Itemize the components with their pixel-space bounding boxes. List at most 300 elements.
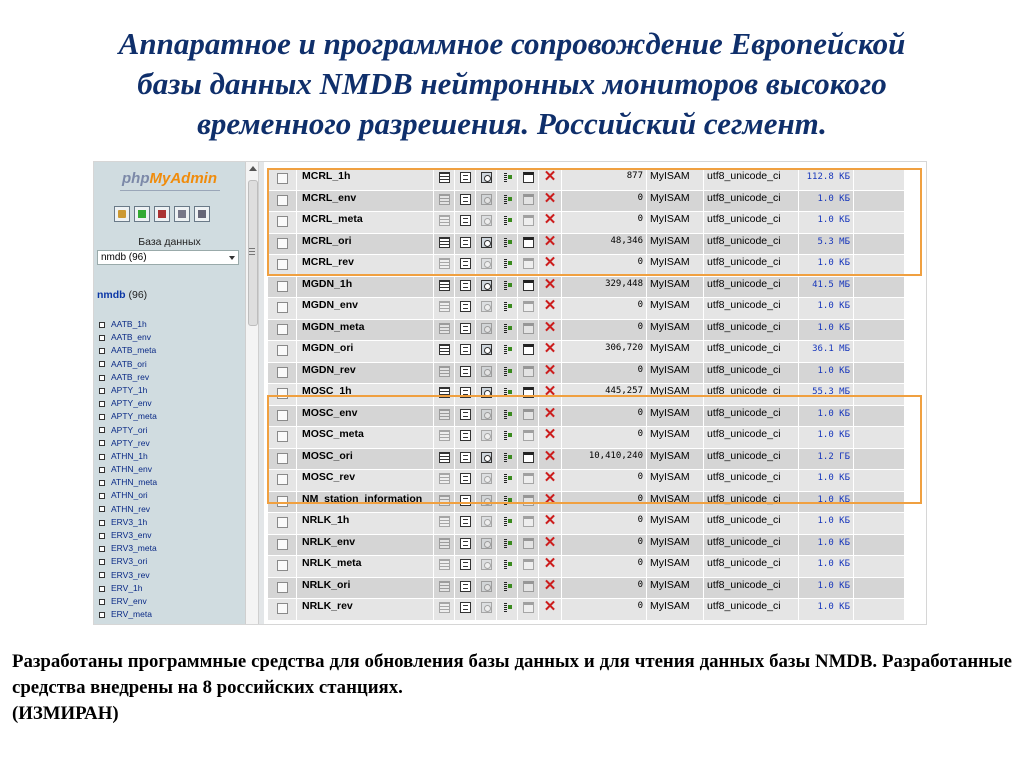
search-icon[interactable] xyxy=(476,578,496,599)
row-checkbox[interactable] xyxy=(268,341,296,362)
structure-icon[interactable] xyxy=(455,449,475,470)
row-checkbox[interactable] xyxy=(268,535,296,556)
empty-table-icon[interactable] xyxy=(523,602,534,613)
empty-table-icon[interactable] xyxy=(523,172,534,183)
db-select[interactable] xyxy=(97,250,239,265)
drop-icon[interactable]: ✕ xyxy=(539,406,561,427)
sidebar-table-item[interactable] xyxy=(99,397,157,410)
sidebar-table-item[interactable] xyxy=(99,384,157,397)
insert-icon[interactable] xyxy=(502,473,513,484)
table-icon[interactable] xyxy=(99,546,105,552)
insert-icon[interactable] xyxy=(502,452,513,463)
insert-icon[interactable] xyxy=(497,470,517,491)
browse-icon[interactable] xyxy=(434,578,454,599)
table-name[interactable]: MOSC_env xyxy=(297,406,433,427)
checkbox-box[interactable] xyxy=(277,410,288,421)
empty-table-icon[interactable] xyxy=(518,384,538,405)
table-name[interactable]: NRLK_meta xyxy=(297,556,433,577)
search-icon[interactable] xyxy=(476,191,496,212)
structure-icon[interactable] xyxy=(455,599,475,620)
insert-icon[interactable] xyxy=(502,559,513,570)
sidebar-table-item[interactable] xyxy=(99,331,157,344)
search-icon[interactable] xyxy=(481,495,492,506)
empty-table-icon[interactable] xyxy=(523,559,534,570)
structure-icon[interactable] xyxy=(455,578,475,599)
sidebar-table-item[interactable] xyxy=(99,371,157,384)
table-icon[interactable] xyxy=(99,586,105,592)
search-icon[interactable] xyxy=(481,538,492,549)
drop-icon[interactable]: ✕ xyxy=(539,169,561,190)
drop-icon[interactable]: ✕ xyxy=(539,556,561,577)
checkbox-box[interactable] xyxy=(277,496,288,507)
row-checkbox[interactable] xyxy=(268,427,296,448)
insert-icon[interactable] xyxy=(497,535,517,556)
structure-icon[interactable] xyxy=(455,169,475,190)
checkbox-box[interactable] xyxy=(277,238,288,249)
insert-icon[interactable] xyxy=(502,495,513,506)
search-icon[interactable] xyxy=(481,215,492,226)
browse-icon[interactable] xyxy=(434,341,454,362)
browse-icon[interactable] xyxy=(434,535,454,556)
browse-icon[interactable] xyxy=(439,172,450,183)
browse-icon[interactable] xyxy=(439,258,450,269)
empty-table-icon[interactable] xyxy=(518,320,538,341)
size[interactable]: 1.0 КБ xyxy=(799,363,853,384)
empty-table-icon[interactable] xyxy=(523,452,534,463)
size[interactable]: 41.5 МБ xyxy=(799,277,853,298)
search-icon[interactable] xyxy=(476,234,496,255)
search-icon[interactable] xyxy=(481,344,492,355)
sidebar-table-item[interactable] xyxy=(99,516,157,529)
empty-table-icon[interactable] xyxy=(523,581,534,592)
browse-icon[interactable] xyxy=(439,452,450,463)
empty-table-icon[interactable] xyxy=(523,409,534,420)
browse-icon[interactable] xyxy=(439,237,450,248)
table-name[interactable]: NM_station_information xyxy=(297,492,433,513)
search-icon[interactable] xyxy=(481,172,492,183)
structure-icon[interactable] xyxy=(455,320,475,341)
table-icon[interactable] xyxy=(99,454,105,460)
sidebar-table-item[interactable] xyxy=(99,503,157,516)
empty-table-icon[interactable] xyxy=(518,255,538,276)
sql-icon[interactable] xyxy=(154,206,170,222)
browse-icon[interactable] xyxy=(434,212,454,233)
row-checkbox[interactable] xyxy=(268,255,296,276)
browse-icon[interactable] xyxy=(434,384,454,405)
browse-icon[interactable] xyxy=(439,430,450,441)
empty-table-icon[interactable] xyxy=(523,237,534,248)
sidebar-table-item[interactable] xyxy=(99,450,157,463)
size[interactable]: 1.0 КБ xyxy=(799,427,853,448)
table-icon[interactable] xyxy=(99,322,105,328)
table-icon[interactable] xyxy=(99,493,105,499)
search-icon[interactable] xyxy=(481,194,492,205)
insert-icon[interactable] xyxy=(497,212,517,233)
drop-icon[interactable]: ✕ xyxy=(539,234,561,255)
search-icon[interactable] xyxy=(481,409,492,420)
browse-icon[interactable] xyxy=(434,556,454,577)
size[interactable]: 1.0 КБ xyxy=(799,470,853,491)
empty-table-icon[interactable] xyxy=(518,298,538,319)
insert-icon[interactable] xyxy=(497,492,517,513)
checkbox-box[interactable] xyxy=(277,367,288,378)
table-icon[interactable] xyxy=(99,388,105,394)
insert-icon[interactable] xyxy=(502,602,513,613)
drop-icon[interactable]: ✕ xyxy=(539,427,561,448)
browse-icon[interactable] xyxy=(434,492,454,513)
empty-table-icon[interactable] xyxy=(523,215,534,226)
insert-icon[interactable] xyxy=(502,258,513,269)
search-icon[interactable] xyxy=(476,535,496,556)
structure-icon[interactable] xyxy=(460,538,471,549)
row-checkbox[interactable] xyxy=(268,384,296,405)
search-icon[interactable] xyxy=(476,599,496,620)
structure-icon[interactable] xyxy=(460,172,471,183)
row-checkbox[interactable] xyxy=(268,513,296,534)
empty-table-icon[interactable] xyxy=(518,427,538,448)
sidebar-table-item[interactable] xyxy=(99,358,157,371)
table-icon[interactable] xyxy=(99,520,105,526)
browse-icon[interactable] xyxy=(434,363,454,384)
table-name[interactable]: MCRL_ori xyxy=(297,234,433,255)
insert-icon[interactable] xyxy=(502,237,513,248)
insert-icon[interactable] xyxy=(497,578,517,599)
insert-icon[interactable] xyxy=(497,277,517,298)
empty-table-icon[interactable] xyxy=(518,535,538,556)
browse-icon[interactable] xyxy=(439,516,450,527)
sidebar-table-item[interactable] xyxy=(99,489,157,502)
browse-icon[interactable] xyxy=(439,473,450,484)
drop-icon[interactable]: ✕ xyxy=(539,341,561,362)
empty-table-icon[interactable] xyxy=(518,513,538,534)
insert-icon[interactable] xyxy=(497,234,517,255)
checkbox-box[interactable] xyxy=(277,539,288,550)
row-checkbox[interactable] xyxy=(268,470,296,491)
table-name[interactable]: MOSC_meta xyxy=(297,427,433,448)
browse-icon[interactable] xyxy=(434,470,454,491)
scroll-up-icon[interactable] xyxy=(249,166,257,171)
browse-icon[interactable] xyxy=(439,581,450,592)
size[interactable]: 1.0 КБ xyxy=(799,535,853,556)
drop-icon[interactable]: ✕ xyxy=(539,298,561,319)
browse-icon[interactable] xyxy=(439,280,450,291)
row-checkbox[interactable] xyxy=(268,599,296,620)
phpmyadmin-logo[interactable] xyxy=(94,170,245,187)
size[interactable]: 1.0 КБ xyxy=(799,191,853,212)
structure-icon[interactable] xyxy=(455,191,475,212)
search-icon[interactable] xyxy=(476,449,496,470)
sidebar-table-item[interactable] xyxy=(99,582,157,595)
sidebar-table-item[interactable] xyxy=(99,344,157,357)
checkbox-box[interactable] xyxy=(277,388,288,399)
insert-icon[interactable] xyxy=(497,298,517,319)
checkbox-box[interactable] xyxy=(277,324,288,335)
insert-icon[interactable] xyxy=(497,320,517,341)
query-window-icon[interactable] xyxy=(134,206,150,222)
search-icon[interactable] xyxy=(476,341,496,362)
row-checkbox[interactable] xyxy=(268,406,296,427)
table-icon[interactable] xyxy=(99,335,105,341)
insert-icon[interactable] xyxy=(502,581,513,592)
structure-icon[interactable] xyxy=(455,513,475,534)
insert-icon[interactable] xyxy=(502,215,513,226)
structure-icon[interactable] xyxy=(460,602,471,613)
checkbox-box[interactable] xyxy=(277,560,288,571)
browse-icon[interactable] xyxy=(439,538,450,549)
sidebar-table-item[interactable] xyxy=(99,555,157,568)
checkbox-box[interactable] xyxy=(277,453,288,464)
drop-icon[interactable]: ✕ xyxy=(539,470,561,491)
browse-icon[interactable] xyxy=(434,320,454,341)
table-name[interactable]: MCRL_rev xyxy=(297,255,433,276)
browse-icon[interactable] xyxy=(439,387,450,398)
search-icon[interactable] xyxy=(481,366,492,377)
row-checkbox[interactable] xyxy=(268,212,296,233)
insert-icon[interactable] xyxy=(497,599,517,620)
checkbox-box[interactable] xyxy=(277,431,288,442)
search-icon[interactable] xyxy=(476,255,496,276)
structure-icon[interactable] xyxy=(455,427,475,448)
structure-icon[interactable] xyxy=(460,495,471,506)
table-icon[interactable] xyxy=(99,401,105,407)
browse-icon[interactable] xyxy=(439,559,450,570)
structure-icon[interactable] xyxy=(455,470,475,491)
insert-icon[interactable] xyxy=(502,538,513,549)
structure-icon[interactable] xyxy=(455,363,475,384)
table-icon[interactable] xyxy=(99,559,105,565)
browse-icon[interactable] xyxy=(434,427,454,448)
browse-icon[interactable] xyxy=(434,191,454,212)
row-checkbox[interactable] xyxy=(268,234,296,255)
insert-icon[interactable] xyxy=(497,427,517,448)
resize-grip-icon[interactable] xyxy=(249,248,255,255)
size[interactable]: 1.0 КБ xyxy=(799,406,853,427)
table-name[interactable]: MOSC_ori xyxy=(297,449,433,470)
docs-icon[interactable] xyxy=(174,206,190,222)
empty-table-icon[interactable] xyxy=(518,556,538,577)
insert-icon[interactable] xyxy=(497,341,517,362)
size[interactable]: 55.3 МБ xyxy=(799,384,853,405)
table-name[interactable]: NRLK_rev xyxy=(297,599,433,620)
browse-icon[interactable] xyxy=(439,194,450,205)
db-heading[interactable] xyxy=(97,289,147,301)
table-icon[interactable] xyxy=(99,467,105,473)
size[interactable]: 1.0 КБ xyxy=(799,578,853,599)
table-icon[interactable] xyxy=(99,361,105,367)
structure-icon[interactable] xyxy=(455,341,475,362)
search-icon[interactable] xyxy=(481,452,492,463)
search-icon[interactable] xyxy=(476,492,496,513)
structure-icon[interactable] xyxy=(460,344,471,355)
drop-icon[interactable]: ✕ xyxy=(539,212,561,233)
search-icon[interactable] xyxy=(481,387,492,398)
size[interactable]: 1.0 КБ xyxy=(799,320,853,341)
size[interactable]: 1.0 КБ xyxy=(799,255,853,276)
insert-icon[interactable] xyxy=(497,363,517,384)
search-icon[interactable] xyxy=(481,280,492,291)
row-checkbox[interactable] xyxy=(268,320,296,341)
sidebar-table-item[interactable] xyxy=(99,463,157,476)
search-icon[interactable] xyxy=(476,212,496,233)
home-icon[interactable] xyxy=(114,206,130,222)
row-checkbox[interactable] xyxy=(268,449,296,470)
sidebar-table-item[interactable] xyxy=(99,476,157,489)
row-checkbox[interactable] xyxy=(268,169,296,190)
insert-icon[interactable] xyxy=(502,301,513,312)
row-checkbox[interactable] xyxy=(268,578,296,599)
search-icon[interactable] xyxy=(476,384,496,405)
insert-icon[interactable] xyxy=(502,387,513,398)
checkbox-box[interactable] xyxy=(277,474,288,485)
table-icon[interactable] xyxy=(99,572,105,578)
insert-icon[interactable] xyxy=(502,323,513,334)
structure-icon[interactable] xyxy=(460,516,471,527)
row-checkbox[interactable] xyxy=(268,298,296,319)
structure-icon[interactable] xyxy=(460,387,471,398)
size[interactable]: 1.0 КБ xyxy=(799,492,853,513)
structure-icon[interactable] xyxy=(460,430,471,441)
table-name[interactable]: MGDN_rev xyxy=(297,363,433,384)
browse-icon[interactable] xyxy=(434,234,454,255)
search-icon[interactable] xyxy=(481,301,492,312)
size[interactable]: 36.1 МБ xyxy=(799,341,853,362)
browse-icon[interactable] xyxy=(434,449,454,470)
search-icon[interactable] xyxy=(481,473,492,484)
browse-icon[interactable] xyxy=(439,602,450,613)
empty-table-icon[interactable] xyxy=(518,169,538,190)
browse-icon[interactable] xyxy=(434,513,454,534)
row-checkbox[interactable] xyxy=(268,191,296,212)
checkbox-box[interactable] xyxy=(277,259,288,270)
row-checkbox[interactable] xyxy=(268,277,296,298)
table-name[interactable]: MGDN_1h xyxy=(297,277,433,298)
empty-table-icon[interactable] xyxy=(523,495,534,506)
browse-icon[interactable] xyxy=(439,409,450,420)
drop-icon[interactable]: ✕ xyxy=(539,599,561,620)
browse-icon[interactable] xyxy=(439,366,450,377)
table-icon[interactable] xyxy=(99,440,105,446)
table-icon[interactable] xyxy=(99,427,105,433)
structure-icon[interactable] xyxy=(460,237,471,248)
table-icon[interactable] xyxy=(99,612,105,618)
size[interactable]: 112.8 КБ xyxy=(799,169,853,190)
empty-table-icon[interactable] xyxy=(523,366,534,377)
structure-icon[interactable] xyxy=(455,406,475,427)
table-icon[interactable] xyxy=(99,375,105,381)
empty-table-icon[interactable] xyxy=(518,191,538,212)
sidebar-table-item[interactable] xyxy=(99,542,157,555)
empty-table-icon[interactable] xyxy=(523,194,534,205)
empty-table-icon[interactable] xyxy=(523,258,534,269)
table-icon[interactable] xyxy=(99,599,105,605)
search-icon[interactable] xyxy=(481,258,492,269)
drop-icon[interactable]: ✕ xyxy=(539,255,561,276)
insert-icon[interactable] xyxy=(502,172,513,183)
search-icon[interactable] xyxy=(476,427,496,448)
structure-icon[interactable] xyxy=(460,366,471,377)
empty-table-icon[interactable] xyxy=(518,234,538,255)
browse-icon[interactable] xyxy=(439,301,450,312)
browse-icon[interactable] xyxy=(439,495,450,506)
empty-table-icon[interactable] xyxy=(523,344,534,355)
insert-icon[interactable] xyxy=(497,384,517,405)
structure-icon[interactable] xyxy=(460,409,471,420)
empty-table-icon[interactable] xyxy=(518,599,538,620)
structure-icon[interactable] xyxy=(460,323,471,334)
insert-icon[interactable] xyxy=(497,406,517,427)
browse-icon[interactable] xyxy=(434,277,454,298)
insert-icon[interactable] xyxy=(497,191,517,212)
search-icon[interactable] xyxy=(476,320,496,341)
sidebar-table-item[interactable] xyxy=(99,424,157,437)
structure-icon[interactable] xyxy=(460,280,471,291)
insert-icon[interactable] xyxy=(497,513,517,534)
structure-icon[interactable] xyxy=(460,194,471,205)
table-name[interactable]: NRLK_1h xyxy=(297,513,433,534)
insert-icon[interactable] xyxy=(497,556,517,577)
insert-icon[interactable] xyxy=(502,430,513,441)
empty-table-icon[interactable] xyxy=(518,492,538,513)
drop-icon[interactable]: ✕ xyxy=(539,363,561,384)
empty-table-icon[interactable] xyxy=(518,449,538,470)
empty-table-icon[interactable] xyxy=(523,473,534,484)
sidebar-table-item[interactable] xyxy=(99,437,157,450)
drop-icon[interactable]: ✕ xyxy=(539,191,561,212)
empty-table-icon[interactable] xyxy=(518,277,538,298)
empty-table-icon[interactable] xyxy=(523,387,534,398)
empty-table-icon[interactable] xyxy=(523,538,534,549)
insert-icon[interactable] xyxy=(497,169,517,190)
browse-icon[interactable] xyxy=(434,169,454,190)
drop-icon[interactable]: ✕ xyxy=(539,277,561,298)
structure-icon[interactable] xyxy=(455,556,475,577)
empty-table-icon[interactable] xyxy=(523,516,534,527)
checkbox-box[interactable] xyxy=(277,302,288,313)
search-icon[interactable] xyxy=(481,430,492,441)
structure-icon[interactable] xyxy=(460,258,471,269)
search-icon[interactable] xyxy=(476,169,496,190)
browse-icon[interactable] xyxy=(434,599,454,620)
browse-icon[interactable] xyxy=(434,406,454,427)
insert-icon[interactable] xyxy=(502,409,513,420)
size[interactable]: 1.0 КБ xyxy=(799,556,853,577)
size[interactable]: 1.0 КБ xyxy=(799,298,853,319)
structure-icon[interactable] xyxy=(455,234,475,255)
table-name[interactable]: MOSC_1h xyxy=(297,384,433,405)
search-icon[interactable] xyxy=(481,237,492,248)
structure-icon[interactable] xyxy=(455,535,475,556)
sidebar-table-item[interactable] xyxy=(99,608,157,621)
empty-table-icon[interactable] xyxy=(523,301,534,312)
size[interactable]: 1.0 КБ xyxy=(799,599,853,620)
table-icon[interactable] xyxy=(99,414,105,420)
sidebar-table-item[interactable] xyxy=(99,569,157,582)
checkbox-box[interactable] xyxy=(277,216,288,227)
browse-icon[interactable] xyxy=(434,298,454,319)
empty-table-icon[interactable] xyxy=(523,280,534,291)
insert-icon[interactable] xyxy=(497,449,517,470)
insert-icon[interactable] xyxy=(502,344,513,355)
checkbox-box[interactable] xyxy=(277,345,288,356)
search-icon[interactable] xyxy=(481,516,492,527)
size[interactable]: 5.3 МБ xyxy=(799,234,853,255)
structure-icon[interactable] xyxy=(455,277,475,298)
search-icon[interactable] xyxy=(481,602,492,613)
search-icon[interactable] xyxy=(476,556,496,577)
structure-icon[interactable] xyxy=(460,559,471,570)
structure-icon[interactable] xyxy=(455,255,475,276)
browse-icon[interactable] xyxy=(439,344,450,355)
